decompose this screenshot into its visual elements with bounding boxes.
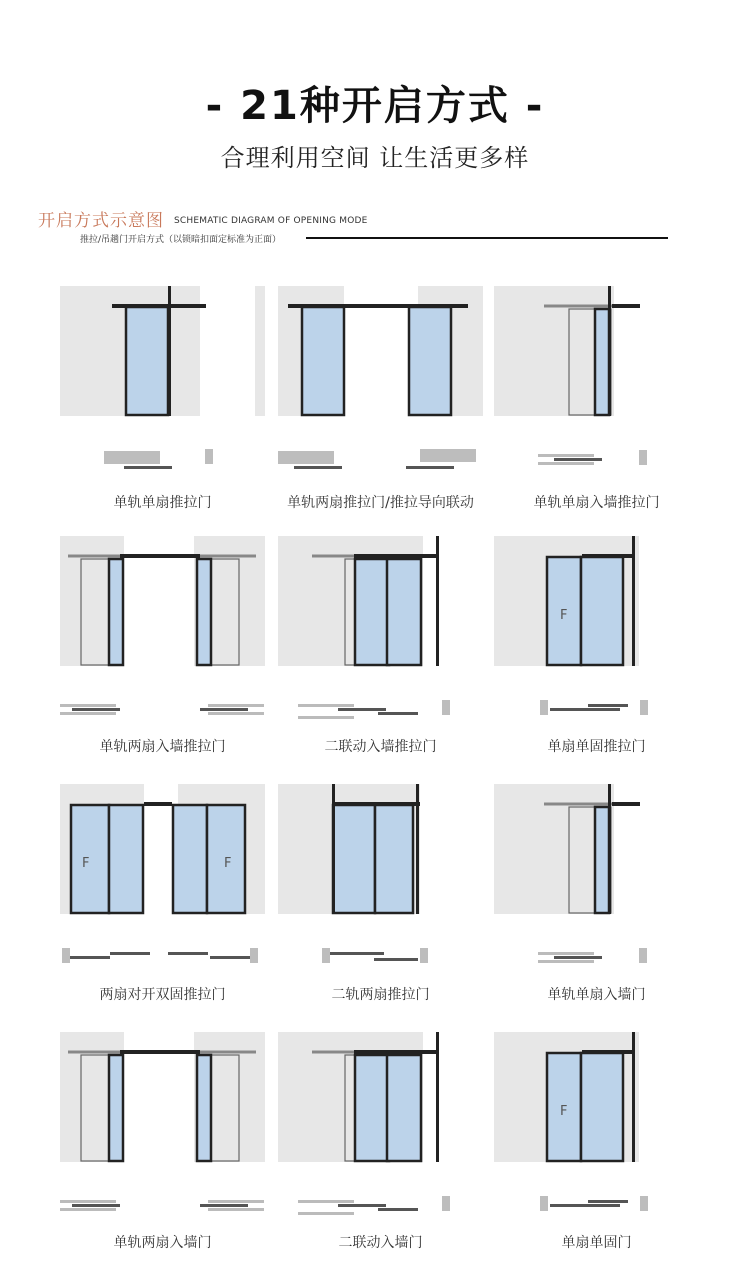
- door-jamb: [436, 1032, 439, 1162]
- opening-mode-label: 单轨单扇入墙推拉门: [533, 495, 660, 511]
- page-title: - 21种开启方式 -: [205, 83, 545, 129]
- door-leaf: [109, 559, 123, 665]
- plan-track-line: [60, 1208, 116, 1211]
- section-title-en: SCHEMATIC DIAGRAM OF OPENING MODE: [174, 216, 368, 226]
- opening-mode-card: [60, 286, 265, 526]
- plan-track-line: [554, 956, 602, 959]
- door-leaf: [173, 805, 207, 913]
- wall-block-plan: [639, 948, 647, 963]
- wall-opening: [639, 1032, 699, 1162]
- wall-block-plan: [442, 1196, 450, 1211]
- opening-mode-card: [278, 1032, 483, 1272]
- opening-mode-card: [60, 536, 265, 776]
- wall-block-plan: [640, 700, 648, 715]
- door-leaf: [302, 307, 344, 415]
- door-leaf: [355, 1055, 389, 1161]
- plan-track-line: [208, 704, 264, 707]
- plan-track-line: [330, 952, 384, 955]
- section-title: 开启方式示意图: [38, 211, 164, 231]
- plan-track-line: [124, 466, 172, 469]
- door-leaf: [387, 1055, 421, 1161]
- door-diagram: [278, 286, 483, 476]
- door-diagram: [60, 1032, 265, 1222]
- plan-track-line: [338, 708, 386, 711]
- door-diagram: [60, 286, 265, 476]
- opening-mode-label: 单扇单固门: [561, 1235, 632, 1251]
- plan-track-line: [550, 1204, 620, 1207]
- door-leaf: [109, 805, 143, 913]
- fixed-panel-mark: F: [82, 856, 90, 871]
- door-jamb: [332, 784, 335, 914]
- plan-track-line: [60, 704, 116, 707]
- door-diagram: [60, 536, 265, 726]
- opening-mode-card: [494, 286, 699, 526]
- door-leaf: [355, 559, 389, 665]
- opening-mode-label: 单轨单扇入墙门: [547, 987, 646, 1003]
- wall-block-plan: [420, 948, 428, 963]
- plan-track-line: [338, 1204, 386, 1207]
- opening-mode-card: [494, 784, 699, 1024]
- door-leaf: [581, 1053, 623, 1161]
- plan-track-line: [208, 712, 264, 715]
- plan-track-line: [406, 466, 454, 469]
- opening-mode-card: [494, 536, 699, 776]
- wall-block-plan: [250, 948, 258, 963]
- wall-block-plan: [278, 451, 334, 464]
- door-diagram: [494, 1032, 699, 1222]
- wall-opening: [639, 536, 699, 666]
- door-diagram: [494, 286, 699, 476]
- plan-track-line: [588, 704, 628, 707]
- door-jamb: [608, 784, 611, 914]
- plan-track-line: [72, 1204, 120, 1207]
- wall-block-plan: [62, 948, 70, 963]
- door-leaf: [126, 307, 168, 415]
- wall-block-plan: [540, 1196, 548, 1211]
- section-divider: [306, 237, 668, 239]
- door-leaf: [197, 559, 211, 665]
- door-jamb: [632, 1032, 635, 1162]
- fixed-panel-mark: F: [560, 1104, 568, 1119]
- opening-mode-label: 单轨单扇推拉门: [113, 495, 212, 511]
- plan-track-line: [298, 1200, 354, 1203]
- opening-mode-card: [494, 1032, 699, 1272]
- plan-track-line: [374, 958, 418, 961]
- plan-track-line: [110, 952, 150, 955]
- plan-track-line: [538, 454, 594, 457]
- plan-track-line: [298, 1212, 354, 1215]
- plan-track-line: [298, 716, 354, 719]
- plan-track-line: [200, 708, 248, 711]
- door-diagram: [278, 536, 483, 726]
- plan-track-line: [60, 1200, 116, 1203]
- door-jamb: [608, 286, 611, 416]
- plan-track-line: [538, 952, 594, 955]
- plan-track-line: [378, 1208, 418, 1211]
- opening-mode-label: 单扇单固推拉门: [547, 739, 646, 755]
- plan-track-line: [208, 1208, 264, 1211]
- door-leaf: [595, 309, 609, 415]
- door-leaf: [581, 557, 623, 665]
- opening-mode-label: 两扇对开双固推拉门: [99, 987, 226, 1003]
- opening-mode-card: [278, 286, 483, 526]
- door-leaf: [109, 1055, 123, 1161]
- plan-track-line: [554, 458, 602, 461]
- wall-block-plan: [540, 700, 548, 715]
- door-diagram: [60, 784, 265, 974]
- door-diagram: [494, 536, 699, 726]
- opening-mode-card: [278, 784, 483, 1024]
- plan-track-line: [210, 956, 250, 959]
- opening-mode-label: 单轨两扇入墙门: [113, 1235, 212, 1251]
- opening-mode-card: [60, 1032, 265, 1272]
- plan-track-line: [294, 466, 342, 469]
- door-leaf: [71, 805, 109, 913]
- plan-track-line: [60, 712, 116, 715]
- wall-opening: [420, 784, 483, 914]
- page-subtitle: 合理利用空间 让生活更多样: [220, 144, 530, 172]
- plan-track-line: [298, 704, 354, 707]
- door-diagram: [278, 1032, 483, 1222]
- door-diagram: [494, 784, 699, 974]
- door-leaf: [409, 307, 451, 415]
- wall-block-plan: [205, 449, 213, 464]
- opening-mode-label: 单轨两扇入墙推拉门: [99, 739, 226, 755]
- plan-track-line: [550, 708, 620, 711]
- door-jamb: [416, 784, 419, 914]
- door-leaf: [387, 559, 421, 665]
- plan-track-line: [70, 956, 110, 959]
- door-leaf: [595, 807, 609, 913]
- door-diagram: [278, 784, 483, 974]
- plan-track-line: [588, 1200, 628, 1203]
- wall-block-plan: [639, 450, 647, 465]
- wall-opening: [200, 286, 255, 416]
- fixed-panel-mark: F: [560, 608, 568, 623]
- door-jamb: [436, 536, 439, 666]
- wall-block-plan: [442, 700, 450, 715]
- plan-track-line: [168, 952, 208, 955]
- section-note: 推拉/吊趟门开启方式（以锁暗扣面定标准为正面）: [80, 235, 282, 245]
- wall-block-plan: [420, 449, 476, 462]
- plan-track-line: [72, 708, 120, 711]
- door-leaf: [333, 805, 375, 913]
- opening-mode-label: 二联动入墙推拉门: [324, 739, 437, 755]
- opening-mode-card: [60, 784, 265, 1024]
- opening-mode-label: 二轨两扇推拉门: [331, 987, 430, 1003]
- door-leaf: [375, 805, 413, 913]
- opening-mode-card: [278, 536, 483, 776]
- door-jamb: [632, 536, 635, 666]
- wall-block-plan: [104, 451, 160, 464]
- opening-mode-label: 二联动入墙门: [338, 1235, 423, 1251]
- door-leaf: [197, 1055, 211, 1161]
- plan-track-line: [378, 712, 418, 715]
- plan-track-line: [538, 462, 594, 465]
- plan-track-line: [200, 1204, 248, 1207]
- wall-block-plan: [322, 948, 330, 963]
- wall-block-plan: [640, 1196, 648, 1211]
- plan-track-line: [208, 1200, 264, 1203]
- fixed-panel-mark: F: [224, 856, 232, 871]
- opening-mode-label: 单轨两扇推拉门/推拉导向联动: [287, 495, 474, 511]
- plan-track-line: [538, 960, 594, 963]
